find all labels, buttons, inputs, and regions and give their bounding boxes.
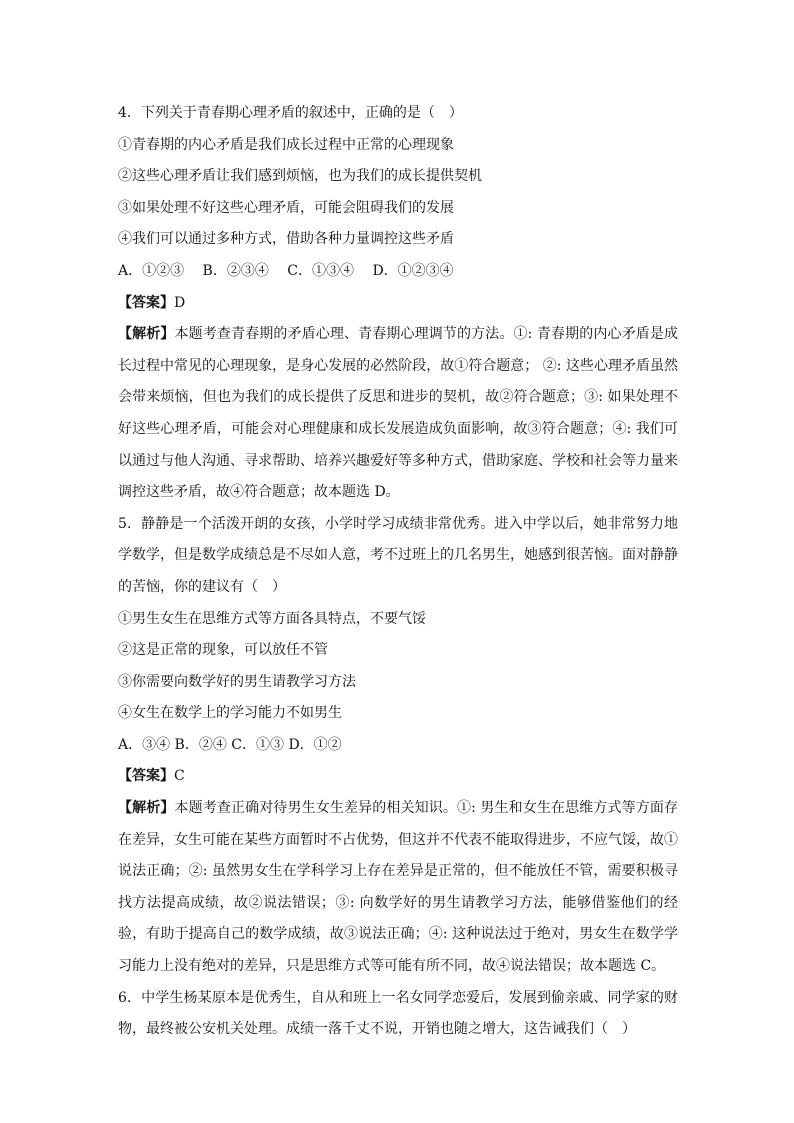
question-4-analysis	[118, 319, 678, 509]
question-5-option-2: ②这是正常的现象，可以放任不管	[118, 642, 328, 659]
analysis-tag: 【解析】	[118, 326, 175, 343]
question-4-answer	[118, 288, 678, 320]
question-5-answer	[118, 761, 678, 793]
question-4-stem: 4．下列关于青春期心理矛盾的叙述中，正确的是（ ）	[118, 105, 463, 121]
analysis-tag: 【解析】	[118, 800, 175, 817]
question-4-choices: A．①②③ B．②③④ C．①③④ D．①②③④	[118, 262, 454, 279]
answer-tag: 【答案】	[118, 768, 174, 785]
question-4-option-3: ③如果处理不好这些心理矛盾，可能会阻碍我们的发展	[118, 199, 454, 216]
answer-value: D	[174, 294, 186, 311]
answer-value: C	[174, 768, 185, 785]
analysis-text: 本题考查正确对待男生女生差异的相关知识。①: 男生和女生在思维方式等方面存在差异，女生可能在某些方面暂时不占优势，但这并不代表不能取得进步，不应气馁，故①说法正确；②: 虽然男女生在学科学习上存在差异是正常的，但不能放任不管，需要积极寻找方法提高成绩，故②说法错误；③: 向数学好的男生请教学习方法，能够借鉴他们的经验，有助于提高自己的数学成绩，故③说法正确；④: 这种说法过于绝对，男女生在数学学习能力上没有绝对的差异，只是思维方式等可能有所不同，故④说法错误；故本题选 C。	[118, 800, 678, 975]
answer-tag: 【答案】	[118, 294, 174, 311]
question-6-stem: 6．中学生杨某原本是优秀生，自从和班上一名女同学恋爱后，发展到偷亲戚、同学家的财物，最终被公安机关处理。成绩一落千丈不说，开销也随之增大，这告诫我们（ ）	[118, 989, 678, 1038]
question-5-stem: 5．静静是一个活泼开朗的女孩，小学时学习成绩非常优秀。进入中学以后，她非常努力地学数学，但是数学成绩总是不尽如人意，考不过班上的几名男生，她感到很苦恼。面对静静的苦恼，你的建议有（ ）	[118, 515, 678, 595]
question-4-option-4: ④我们可以通过多种方式，借助各种力量调控这些矛盾	[118, 231, 454, 248]
analysis-text: 本题考查青春期的矛盾心理、青春期心理调节的方法。①: 青春期的内心矛盾是成长过程中常见的心理现象，是身心发展的必然阶段，故①符合题意； ②: 这些心理矛盾虽然会带来烦恼，但也为我们的成长提供了反思和进步的契机，故②符合题意；③: 如果处理不好这些心理矛盾，可能会对心理健康和成长发展造成负面影响，故③符合题意；④: 我们可以通过与他人沟通、寻求帮助、培养兴趣爱好等多种方式，借助家庭、学校和社会等力量来调控这些矛盾，故④符合题意；故本题选 D。	[118, 326, 678, 501]
question-5-choices: A．③④ B．②④ C．①③ D．①②	[118, 736, 342, 753]
question-4-option-1: ①青春期的内心矛盾是我们成长过程中正常的心理现象	[118, 136, 454, 153]
question-5-option-4: ④女生在数学上的学习能力不如男生	[118, 705, 342, 722]
question-4-option-2: ②这些心理矛盾让我们感到烦恼，也为我们的成长提供契机	[118, 168, 482, 185]
question-5-option-3: ③你需要向数学好的男生请教学习方法	[118, 673, 356, 690]
question-5-option-1: ①男生女生在思维方式等方面各具特点，不要气馁	[118, 610, 426, 627]
document-body	[118, 98, 678, 1046]
question-5-analysis	[118, 793, 678, 983]
